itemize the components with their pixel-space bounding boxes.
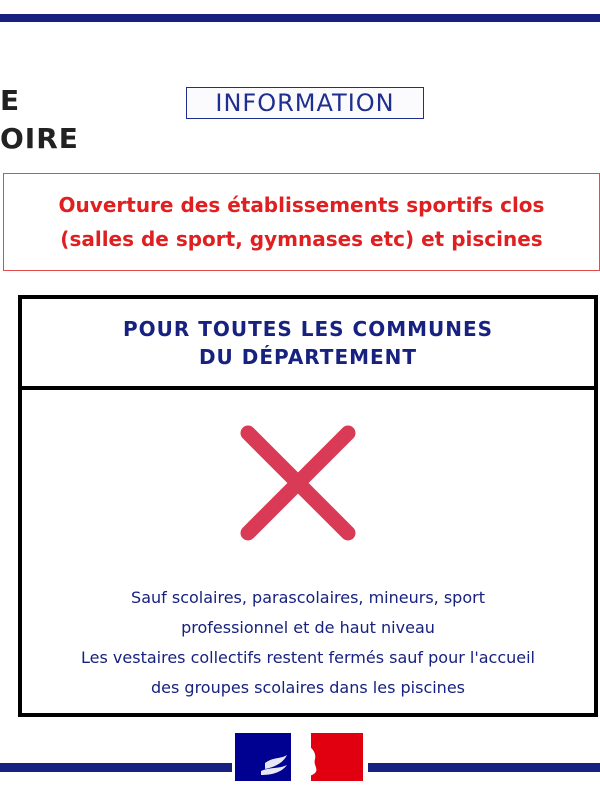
note-line-3: Les vestaires collectifs restent fermés sauf pour l'accueil	[81, 648, 535, 667]
top-stripe	[0, 14, 600, 22]
prefecture-logo-text	[0, 82, 79, 158]
bottom-stripe-right	[368, 763, 600, 772]
headline	[59, 188, 545, 256]
information-badge	[186, 87, 424, 119]
cross-icon	[236, 421, 360, 545]
logo-line-2: OIRE	[0, 122, 79, 155]
panel-title-line-1: POUR TOUTES LES COMMUNES	[122, 316, 494, 341]
note-line-4: des groupes scolaires dans les piscines	[151, 678, 465, 697]
headline-line-2: (salles de sport, gymnases etc) et piscines	[60, 227, 543, 251]
note-line-2: professionnel et de haut niveau	[181, 618, 435, 637]
info-panel	[18, 295, 598, 717]
logo-line-1: E	[0, 84, 21, 117]
headline-box	[3, 173, 600, 271]
note-line-1: Sauf scolaires, parascolaires, mineurs, sport	[131, 588, 485, 607]
bottom-stripe-left	[0, 763, 232, 772]
marianne-emblem	[235, 733, 363, 781]
headline-line-1: Ouverture des établissements sportifs clos	[58, 193, 545, 217]
panel-header	[22, 299, 594, 390]
panel-title-line-2: DU DÉPARTEMENT	[198, 344, 418, 369]
exception-note	[22, 583, 594, 703]
information-label: INFORMATION	[215, 89, 395, 117]
